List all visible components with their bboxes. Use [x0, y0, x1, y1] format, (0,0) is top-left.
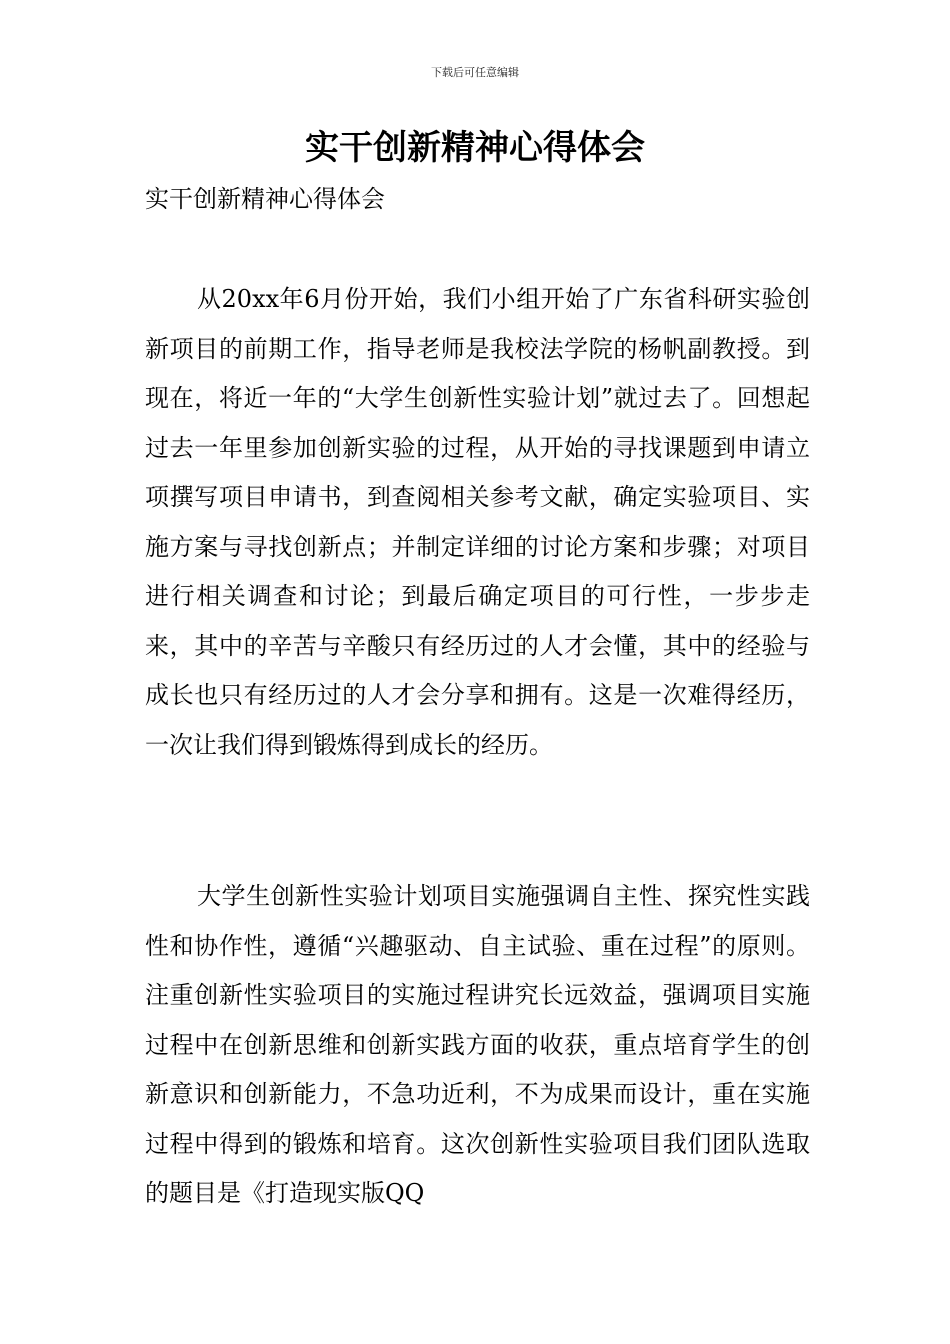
document-subtitle: 实干创新精神心得体会 [145, 185, 385, 213]
header-note: 下载后可任意编辑 [431, 66, 519, 79]
document-title: 实干创新精神心得体会 [305, 128, 645, 168]
body-paragraph-2: 大学生创新性实验计划项目实施强调自主性、探究性实践性和协作性，遵循“兴趣驱动、自主试验、重在过程”的原则。注重创新性实验项目的实施过程讲究长远效益，强调项目实施过程中在创新思维和创新实践方面的收获，重点培育学生的创新意识和创新能力，不急功近利，不为成果而设计，重在实施过程中得到的锻炼和培育。这次创新性实验项目我们团队选取的题目是《打造现实版QQ [145, 882, 810, 1207]
body-paragraph-1: 从20xx年6月份开始，我们小组开始了广东省科研实验创新项目的前期工作，指导老师是我校法学院的杨帆副教授。到现在，将近一年的“大学生创新性实验计划”就过去了。回想起过去一年里参加创新实验的过程，从开始的寻找课题到申请立项撰写项目申请书，到查阅相关参考文献，确定实验项目、实施方案与寻找创新点；并制定详细的讨论方案和步骤；对项目进行相关调查和讨论；到最后确定项目的可行性，一步步走来，其中的辛苦与辛酸只有经历过的人才会懂，其中的经验与成长也只有经历过的人才会分享和拥有。这是一次难得经历，一次让我们得到锻炼得到成长的经历。 [145, 285, 810, 759]
